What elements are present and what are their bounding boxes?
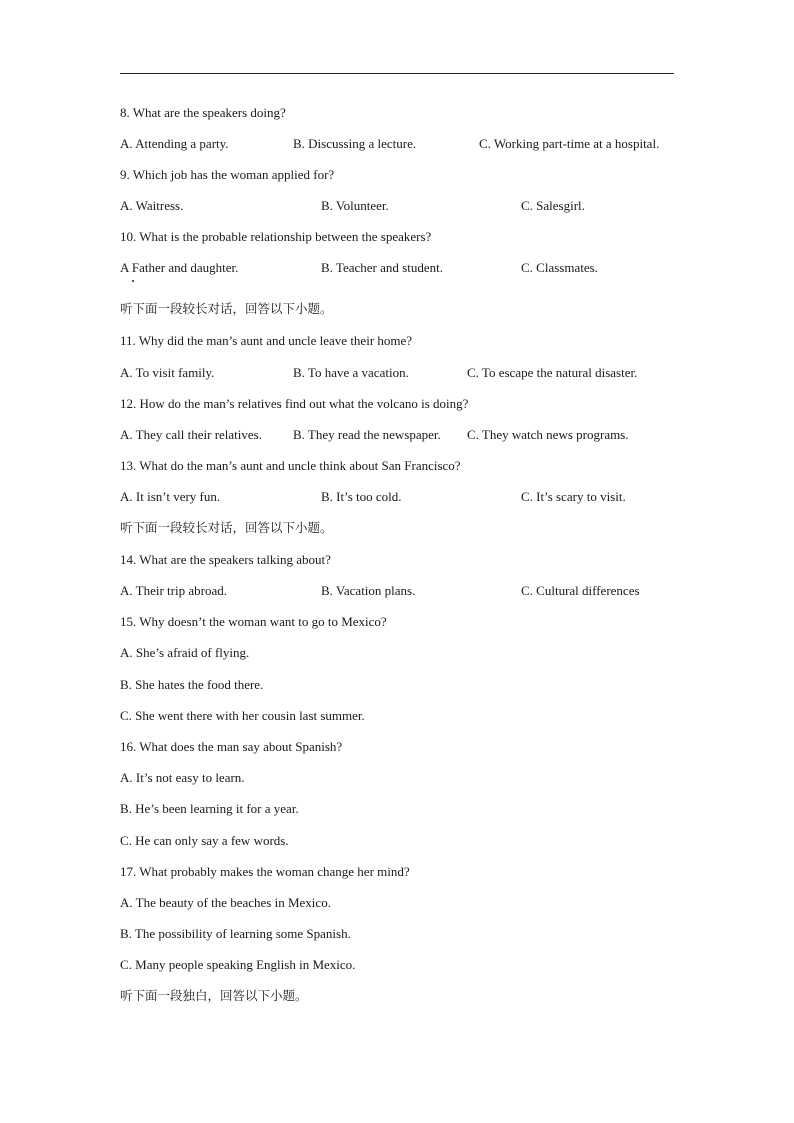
- q10-option-a: A Father and daughter.: [120, 260, 239, 275]
- q9-option-a: A. Waitress.: [120, 198, 184, 213]
- stray-dot-mark: [132, 280, 134, 282]
- q8-option-a: A. Attending a party.: [120, 136, 229, 151]
- question-17: 17. What probably makes the woman change her mind?: [120, 864, 410, 879]
- q11-option-b: B. To have a vacation.: [293, 365, 409, 380]
- q9-option-c: C. Salesgirl.: [521, 198, 585, 213]
- section-instruction-2: 听下面一段较长对话，回答以下小题。: [120, 520, 333, 535]
- q15-option-b: B. She hates the food there.: [120, 677, 264, 692]
- section-instruction-1: 听下面一段较长对话，回答以下小题。: [120, 301, 333, 316]
- question-11: 11. Why did the man’s aunt and uncle leave their home?: [120, 333, 413, 348]
- header-rule: [120, 73, 674, 74]
- q14-option-b: B. Vacation plans.: [321, 583, 416, 598]
- question-14: 14. What are the speakers talking about?: [120, 552, 331, 567]
- section-instruction-3: 听下面一段独白，回答以下小题。: [120, 988, 308, 1003]
- q16-option-a: A. It’s not easy to learn.: [120, 770, 245, 785]
- q17-option-b: B. The possibility of learning some Spanish.: [120, 926, 351, 941]
- q10-option-c: C. Classmates.: [521, 260, 598, 275]
- q15-option-a: A. She’s afraid of flying.: [120, 645, 250, 660]
- q11-option-a: A. To visit family.: [120, 365, 215, 380]
- question-15: 15. Why doesn’t the woman want to go to Mexico?: [120, 614, 387, 629]
- q16-option-c: C. He can only say a few words.: [120, 833, 289, 848]
- q12-option-a: A. They call their relatives.: [120, 427, 262, 442]
- q10-option-b: B. Teacher and student.: [321, 260, 443, 275]
- question-10: 10. What is the probable relationship between the speakers?: [120, 229, 432, 244]
- question-13: 13. What do the man’s aunt and uncle think about San Francisco?: [120, 458, 461, 473]
- q14-option-c: C. Cultural differences: [521, 583, 640, 598]
- question-8: 8. What are the speakers doing?: [120, 105, 286, 120]
- q8-option-c: C. Working part-time at a hospital.: [479, 136, 660, 151]
- question-16: 16. What does the man say about Spanish?: [120, 739, 343, 754]
- q17-option-a: A. The beauty of the beaches in Mexico.: [120, 895, 331, 910]
- q16-option-b: B. He’s been learning it for a year.: [120, 801, 299, 816]
- q13-option-a: A. It isn’t very fun.: [120, 489, 221, 504]
- q12-option-b: B. They read the newspaper.: [293, 427, 441, 442]
- q12-option-c: C. They watch news programs.: [467, 427, 629, 442]
- question-9: 9. Which job has the woman applied for?: [120, 167, 335, 182]
- q15-option-c: C. She went there with her cousin last summer.: [120, 708, 365, 723]
- q13-option-c: C. It’s scary to visit.: [521, 489, 626, 504]
- q14-option-a: A. Their trip abroad.: [120, 583, 227, 598]
- q9-option-b: B. Volunteer.: [321, 198, 389, 213]
- q17-option-c: C. Many people speaking English in Mexico.: [120, 957, 356, 972]
- q13-option-b: B. It’s too cold.: [321, 489, 402, 504]
- q8-option-b: B. Discussing a lecture.: [293, 136, 417, 151]
- question-12: 12. How do the man’s relatives find out what the volcano is doing?: [120, 396, 469, 411]
- q11-option-c: C. To escape the natural disaster.: [467, 365, 638, 380]
